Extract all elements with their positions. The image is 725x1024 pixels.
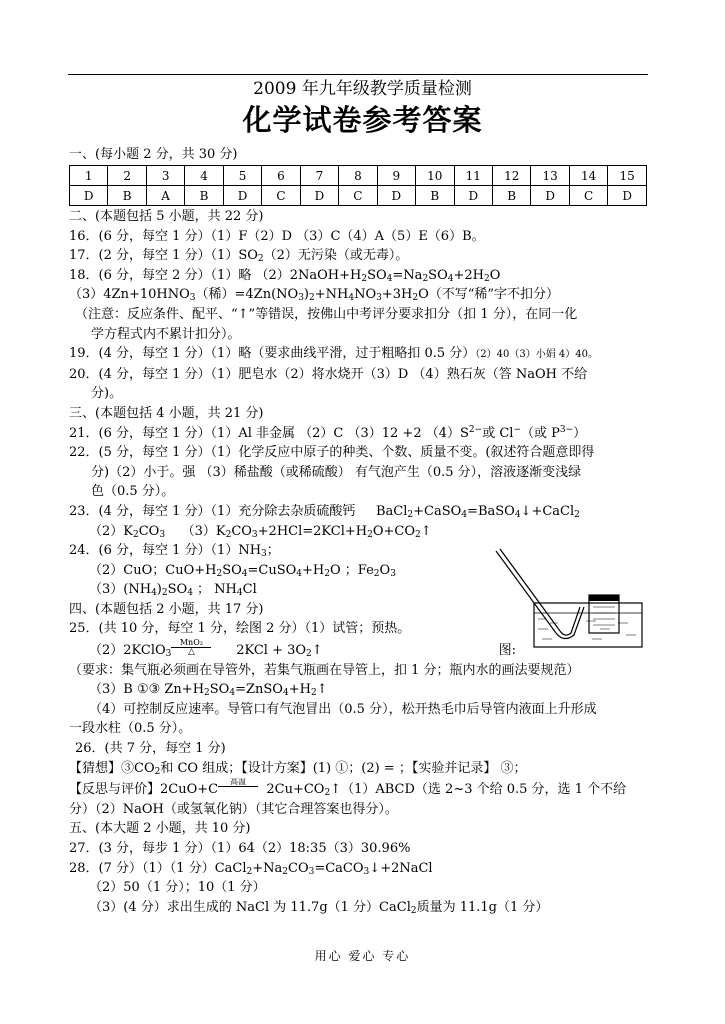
q21-answer: 21．(6 分，每空 1 分）（1）Al 非金属 （2）C （3）12 +2 $(4)S^{2-}$或 Cl−（或 $P^{3-}$） [69,424,587,441]
q24-answer-cont1: （2）CuO；$CuO+H_2SO_4=CuSO_4+H_2O$ ；$Fe_2O_3$ [89,562,396,579]
q22-answer: 22．(5 分，每空 1 分）（1）化学反应中原子的种类、个数、质量不变。(叙述符合题意即得 [69,445,595,461]
q28-part2: （2）50（1 分）；10（1 分） [89,880,266,896]
q18-part3: $(3)4Zn+10HNO_3$（稀）$=4Zn(NO_3)_2+NH_4NO_3+3H_2O$（不写“稀”字不扣分） [69,287,560,304]
q27-answer: 27．(3 分，每步 1 分）（1）64（2）18:35（3）30.96% [69,841,411,856]
figure-label: 图: [498,643,517,659]
q16-answer: 16．(6 分，每空 1 分）（1）F（2）D （3）C（4）A（5）E（6）B。 [69,228,485,244]
section4-heading: 四、(本题包括 2 小题，共 17 分) [69,601,264,617]
answer-table-number-cell: 11 [454,166,492,186]
exam-title: 2009 年九年级教学质量检测 [253,79,472,99]
answer-table-number-cell: 5 [223,166,261,186]
answer-table-answer-cell: B [416,186,454,206]
answer-table-answer-cell: B [108,186,146,206]
q20-answer: 20．(4 分，每空 1 分）（1）肥皂水（2）将水烧开（3）D （4）熟石灰（答 NaOH 不给 [69,366,588,382]
answer-table-answer-cell: B [185,186,223,206]
answer-table-answer-cell: D [377,186,415,206]
answer-table [69,165,647,206]
answer-table-number-cell: 10 [416,166,454,186]
q23-answer: 23．(4 分，每空 1 分）（1）充分除去杂质硫酸钙 BaCl$_2$+CaSO$_4$=BaSO$_4$↓+CaCl$_2$ [69,503,580,520]
delivery-tube-right [500,549,560,631]
bottle-mouth-plate [589,595,619,601]
answer-table-number-cell: 7 [300,166,338,186]
q28-answer: 28．(7 分）（1）（1 分）$CaCl_2+Na_2CO_3=CaCO_3↓+2NaCl$ [69,860,433,877]
q26-hypothesis: 【猜想】$③CO_2$和 CO 组成；【设计方案】(1) ①；(2) = ；【实验并记录】 ③； [69,760,527,777]
section5-heading: 五、(本大题 2 小题，共 10 分) [69,821,251,837]
q22-answer-cont1: 分)（2）小于。强 （3）稀盐酸（或稀硫酸） 有气泡产生（0.5 分），溶液逐渐变浅绿 [91,464,582,480]
answer-table-number-cell: 4 [185,166,223,186]
q18-note-line2: 学方程式内不累计扣分）。 [91,326,241,342]
q25-answer: 25．(共 10 分，每空 1 分，绘图 2 分）（1）试管；预热。 [69,621,411,637]
answer-table-answer-cell: D [223,186,261,206]
answer-table-answer-cell: C [339,186,377,206]
section3-heading: 三、(本题包括 4 小题，共 21 分) [69,405,264,421]
answer-table-number-cell: 1 [70,166,108,186]
answer-key-title: 化学试卷参考答案 [242,103,483,137]
reaction-condition: MnO₂ △ [171,639,211,657]
q26-answer: 26．(共 7 分，每空 1 分) [75,741,226,757]
q28-part3: （3）(4 分）求出生成的 NaCl 为 11.7g（1 分）CaCl$_2$质量为 11.1g（1 分） [89,899,549,916]
reaction-condition-high-temp: 高温 [218,778,258,796]
q22-answer-cont2: 色（0.5 分）。 [91,484,175,500]
answer-table-answer-cell: A [146,186,184,206]
answer-table-number-cell: 9 [377,166,415,186]
answer-table-number-cell: 6 [262,166,300,186]
answer-table-answer-cell: D [531,186,569,206]
q18-answer: 18．(6 分，每空 2 分）（1）略 $(2)2NaOH+H_2SO_4=Na_2SO_4+2H_2O$ [69,267,501,284]
answer-table-number-cell: 14 [569,166,607,186]
section1-heading: 一、(每小题 2 分，共 30 分) [69,147,238,162]
answer-table-number-cell: 3 [146,166,184,186]
q17-answer: 17．(2 分，每空 1 分）$(1)SO_2(2)$无污染（或无毒）。 [69,248,409,265]
q26-reflection: 【反思与评价】2CuO+C 高温 $2Cu+CO_2↑(1)ABCD$（选 2~3 个给 0.5 分，选 1 个不给 [69,778,627,799]
answer-table-answer-cell: D [608,186,647,206]
answer-table-number-cell: 12 [492,166,530,186]
answer-table-answer-cell: B [492,186,530,206]
gas-collection-figure [486,545,646,650]
q18-note-line1: （注意：反应条件、配平、“↑”等错误，按佛山中考评分要求扣分（扣 1 分），在同一化 [75,306,578,322]
q19-answer: 19．(4 分，每空 1 分）（1）略（要求曲线平滑，过于粗略扣 0.5 分）（2）40（3）小娟 4）40。 [69,346,598,362]
q25-requirement: （要求：集气瓶必须画在导管外，若集气瓶画在导管上，扣 1 分；瓶内水的画法要规范） [69,662,580,678]
q26-reflection-cont: 分）（2）NaOH（或氢氧化钠）（其它合理答案也得分）。 [69,801,398,817]
q24-answer: 24．(6 分，每空 1 分）$(1)NH_3$； [69,543,280,560]
answer-table-answer-row [70,186,647,206]
answer-table-number-cell: 15 [608,166,647,186]
answer-table-answer-cell: C [262,186,300,206]
answer-table-number-cell: 8 [339,166,377,186]
answer-table-number-cell: 13 [531,166,569,186]
answer-table-number-row [70,166,647,186]
q23-answer-cont: $(2)K_2CO_3$ $(3)K_2CO_3+2HCl=2KCl+H_2O+CO_2↑$ [89,523,432,540]
answer-table-answer-cell: D [454,186,492,206]
tube-bend-inner [560,607,580,635]
q25-part3: （3）B ①③ $Zn+H_2SO_4=ZnSO_4+H_2↑$ [89,682,328,699]
q20-answer-cont: 分)。 [91,386,123,402]
answer-table-answer-cell: C [569,186,607,206]
delivery-tube-left [496,551,556,633]
q25-part4: （4）可控制反应速率。导管口有气泡冒出（0.5 分），松开热毛巾后导管内液面上升形成 [89,701,597,717]
q25-equation: （2）2KClO$_3$ MnO₂ △ $2KCl + 3O_2↑$ 图: [89,639,517,660]
section2-heading: 二、(本题包括 5 小题，共 22 分) [69,209,264,224]
q25-part4-cont: 一段水柱（0.5 分）。 [69,721,192,737]
top-rule [68,74,648,75]
answer-table-number-cell: 2 [108,166,146,186]
page-footer: 用心 爱心 专心 [314,949,411,963]
answer-table-answer-cell: D [70,186,108,206]
q24-answer-cont2: $(3)(NH_4)_2SO_4$ ； $NH_4Cl$ [89,582,257,599]
answer-table-answer-cell: D [300,186,338,206]
